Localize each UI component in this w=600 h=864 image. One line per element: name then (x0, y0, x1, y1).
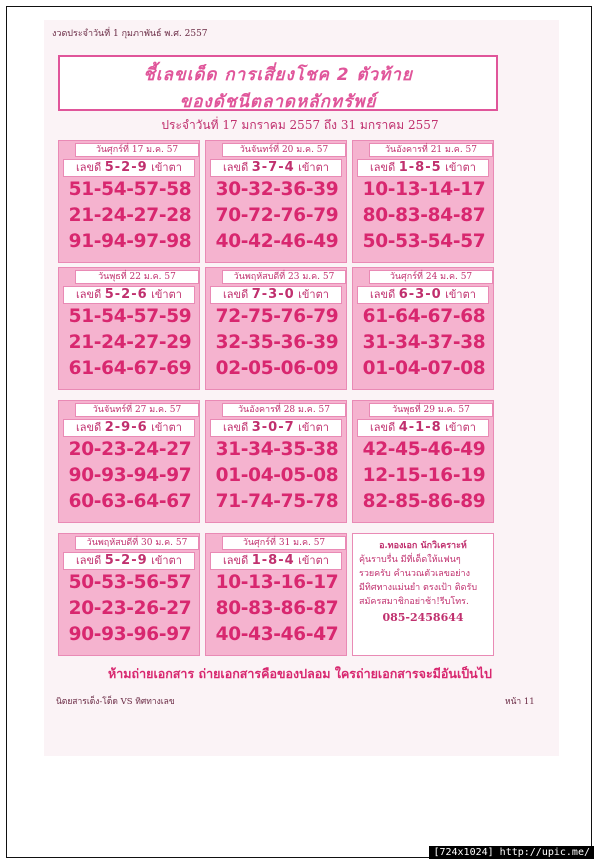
number-row: 70-72-76-79 (215, 205, 339, 226)
lead-label: เลขดี (76, 161, 102, 174)
number-row: 31-34-35-38 (215, 439, 339, 460)
card-lead (63, 552, 195, 570)
info-line-2: รวยครับ คำนวณตัวเลขอย่าง (359, 569, 470, 579)
lead-suffix: เข้าตา (151, 421, 182, 434)
number-row: 60-63-64-67 (68, 491, 192, 512)
number-row: 21-24-27-28 (68, 205, 192, 226)
number-row: 61-64-67-69 (68, 358, 192, 379)
number-row: 61-64-67-68 (362, 306, 486, 327)
lead-label: เลขดี (370, 161, 396, 174)
card-lead (357, 419, 489, 437)
card-lead (210, 286, 342, 304)
card-date: วันพฤหัสบดีที่ 30 ม.ค. 57 (75, 536, 199, 550)
lead-suffix: เข้าตา (298, 421, 329, 434)
number-row: 32-35-36-39 (215, 332, 339, 353)
number-row: 51-54-57-58 (68, 179, 192, 200)
number-row: 31-34-37-38 (362, 332, 486, 353)
number-row: 01-04-07-08 (362, 358, 486, 379)
lead-label: เลขดี (223, 421, 249, 434)
lead-digits: 1-8-5 (398, 160, 442, 175)
number-row: 80-83-84-87 (362, 205, 486, 226)
card-lead (63, 159, 195, 177)
lotto-card (205, 267, 347, 390)
card-date: วันจันทร์ที่ 27 ม.ค. 57 (75, 403, 199, 417)
number-row: 82-85-86-89 (362, 491, 486, 512)
page-number: หน้า 11 (505, 697, 535, 707)
title-line-1: ชี้เลขเด็ด การเสี่ยงโชค 2 ตัวท้าย (143, 65, 413, 85)
lead-label: เลขดี (76, 288, 102, 301)
lead-digits: 7-3-0 (251, 287, 295, 302)
lead-suffix: เข้าตา (298, 554, 329, 567)
number-row: 42-45-46-49 (362, 439, 486, 460)
lead-digits: 3-7-4 (251, 160, 295, 175)
number-row: 91-94-97-98 (68, 231, 192, 252)
number-row: 80-83-86-87 (215, 598, 339, 619)
lead-label: เลขดี (370, 421, 396, 434)
lead-digits: 5-2-9 (104, 160, 148, 175)
number-row: 20-23-24-27 (68, 439, 192, 460)
number-row: 71-74-75-78 (215, 491, 339, 512)
lead-label: เลขดี (223, 288, 249, 301)
lead-suffix: เข้าตา (445, 161, 476, 174)
card-date: วันศุกร์ที่ 17 ม.ค. 57 (75, 143, 199, 157)
lead-digits: 5-2-6 (104, 287, 148, 302)
issue-date: งวดประจำวันที่ 1 กุมภาพันธ์ พ.ศ. 2557 (52, 29, 208, 39)
lead-label: เลขดี (370, 288, 396, 301)
card-date: วันพุธที่ 22 ม.ค. 57 (75, 270, 199, 284)
lead-suffix: เข้าตา (151, 554, 182, 567)
number-row: 10-13-14-17 (362, 179, 486, 200)
number-row: 90-93-94-97 (68, 465, 192, 486)
number-row: 40-42-46-49 (215, 231, 339, 252)
copy-warning: ห้ามถ่ายเอกสาร ถ่ายเอกสารคือของปลอม ใครถ่ายเอกสารจะมีอันเป็นไป (108, 666, 492, 681)
number-row: 40-43-46-47 (215, 624, 339, 645)
card-lead (210, 419, 342, 437)
lead-suffix: เข้าตา (151, 161, 182, 174)
lead-digits: 5-2-9 (104, 553, 148, 568)
title-box (58, 55, 498, 111)
lead-label: เลขดี (223, 554, 249, 567)
card-date: วันอังคารที่ 21 ม.ค. 57 (369, 143, 493, 157)
author-name: อ.ทองเอก นักวิเคราะห์ (379, 541, 467, 551)
number-row: 51-54-57-59 (68, 306, 192, 327)
lotto-card (58, 140, 200, 263)
card-lead (63, 286, 195, 304)
card-date: วันจันทร์ที่ 20 ม.ค. 57 (222, 143, 346, 157)
lead-digits: 6-3-0 (398, 287, 442, 302)
lotto-card (352, 267, 494, 390)
card-date: วันศุกร์ที่ 31 ม.ค. 57 (222, 536, 346, 550)
number-row: 90-93-96-97 (68, 624, 192, 645)
lotto-card (58, 400, 200, 523)
lotto-card (58, 533, 200, 656)
number-row: 50-53-56-57 (68, 572, 192, 593)
lotto-card (352, 140, 494, 263)
number-row: 10-13-16-17 (215, 572, 339, 593)
card-lead (63, 419, 195, 437)
number-row: 01-04-05-08 (215, 465, 339, 486)
info-line-4: สมัครสมาชิกอย่าช้า!รีบโทร. (359, 597, 469, 607)
lead-suffix: เข้าตา (298, 161, 329, 174)
number-row: 20-23-26-27 (68, 598, 192, 619)
card-date: วันศุกร์ที่ 24 ม.ค. 57 (369, 270, 493, 284)
info-line-3: มีทิศทางแม่นยำ ตรงเป้า ติดรับ (359, 583, 478, 593)
number-row: 21-24-27-29 (68, 332, 192, 353)
card-lead (357, 286, 489, 304)
title-line-2: ของดัชนีตลาดหลักทรัพย์ (179, 92, 377, 112)
number-row: 02-05-06-09 (215, 358, 339, 379)
info-line-1: คุ้นราบรื่น มีที่เด็ดให้แฟนๆ (359, 555, 461, 565)
number-row: 12-15-16-19 (362, 465, 486, 486)
date-range: ประจำวันที่ 17 มกราคม 2557 ถึง 31 มกราคม 2557 (161, 118, 439, 132)
lead-suffix: เข้าตา (151, 288, 182, 301)
lead-suffix: เข้าตา (445, 288, 476, 301)
lotto-card (205, 400, 347, 523)
magazine-name: นิตยสารเด็ง-โด็ด VS ทิศทางเลข (56, 697, 175, 707)
info-box (352, 533, 494, 656)
card-date: วันพฤหัสบดีที่ 23 ม.ค. 57 (222, 270, 346, 284)
lotto-card (58, 267, 200, 390)
card-lead (357, 159, 489, 177)
card-date: วันอังคารที่ 28 ม.ค. 57 (222, 403, 346, 417)
lotto-card (205, 140, 347, 263)
lead-suffix: เข้าตา (298, 288, 329, 301)
lotto-card (205, 533, 347, 656)
lead-digits: 1-8-4 (251, 553, 295, 568)
phone-number: 085-2458644 (382, 611, 464, 624)
card-lead (210, 552, 342, 570)
lead-suffix: เข้าตา (445, 421, 476, 434)
number-row: 72-75-76-79 (215, 306, 339, 327)
lead-label: เลขดี (223, 161, 249, 174)
watermark: [724x1024] http://upic.me/ (429, 846, 594, 859)
card-date: วันพุธที่ 29 ม.ค. 57 (369, 403, 493, 417)
lead-label: เลขดี (76, 421, 102, 434)
lotto-card (352, 400, 494, 523)
lead-label: เลขดี (76, 554, 102, 567)
card-lead (210, 159, 342, 177)
number-row: 50-53-54-57 (362, 231, 486, 252)
lead-digits: 2-9-6 (104, 420, 148, 435)
lead-digits: 3-0-7 (251, 420, 295, 435)
lead-digits: 4-1-8 (398, 420, 442, 435)
number-row: 30-32-36-39 (215, 179, 339, 200)
